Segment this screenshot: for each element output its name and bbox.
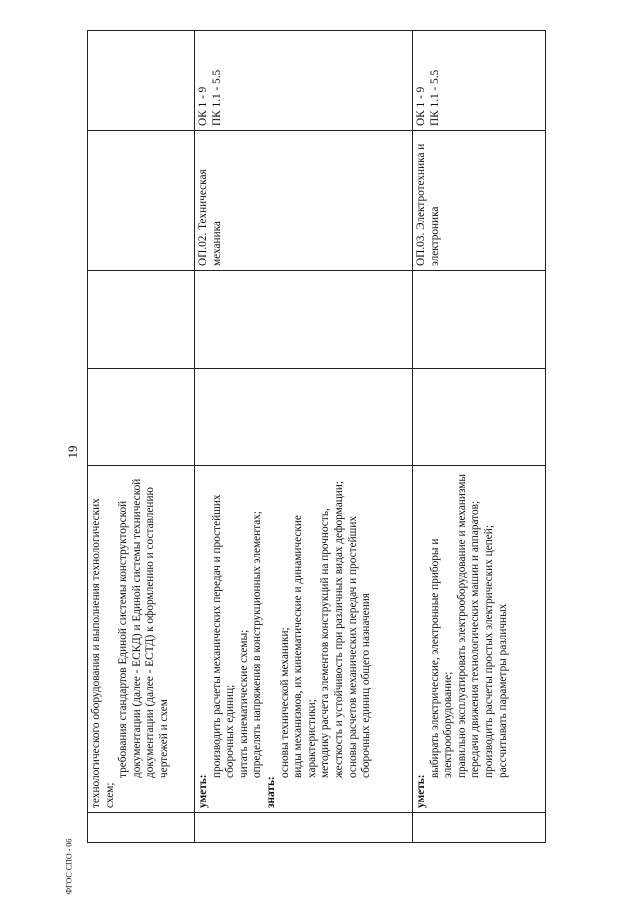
empty-cell [413, 271, 546, 369]
empty-cell [195, 369, 413, 466]
skill-heading: знать: [264, 776, 277, 808]
empty-cell [413, 369, 546, 466]
skill-line: методику расчета элементов конструкций на прочность, жесткость и устойчивость при различных видах деформации; [319, 480, 345, 778]
index-cell [88, 813, 195, 843]
table-row [413, 31, 546, 843]
skills-cell [195, 466, 413, 813]
discipline-cell: ОП.02. Техническая механика [195, 131, 413, 271]
competency-ok: ОК 1 - 9 [415, 86, 427, 126]
skill-line: правильно эксплуатировать электрооборудование и механизмы передачи движения технологических машин и аппаратов; [455, 473, 482, 778]
table-row [195, 31, 413, 843]
skill-line: основы расчетов механических передач и простейших сборочных единиц общего назначения [346, 515, 373, 778]
skill-line: производить расчеты механических передач и простейших сборочных единиц; [210, 494, 237, 778]
skills-cell [88, 466, 195, 813]
competency-pk: ПК 1.1 - 5.5 [210, 69, 223, 126]
competency-ok: ОК 1 - 9 [197, 86, 209, 126]
discipline-cell: ОП.03. Электротехника и электроника [413, 131, 546, 271]
skill-line: производить расчеты простых электрических цепей; [482, 525, 495, 778]
empty-cell [88, 271, 195, 369]
page-number: 19 [65, 445, 80, 459]
empty-cell [195, 271, 413, 369]
skill-line: выбирать электрические, электронные приборы и электрооборудование; [428, 538, 455, 778]
competencies-cell [195, 31, 413, 131]
table-row [88, 31, 195, 843]
table-wrapper [87, 31, 545, 843]
skill-line: требования стандартов Единой системы конструкторской документации (далее - ЕСКД) и Единой системы технической документации (далее - ЕСТД) к оформлению и составлению чертежей и схем [117, 478, 170, 778]
skill-heading: уметь: [415, 774, 427, 808]
index-cell [413, 813, 546, 843]
skill-line: виды механизмов, их кинематические и динамические характеристики; [292, 515, 318, 778]
competency-pk: ПК 1.1 - 5.5 [428, 69, 441, 126]
empty-cell [88, 369, 195, 466]
skills-cell [413, 466, 546, 813]
competencies-cell [88, 31, 195, 131]
skill-line: рассчитывать параметры различных [496, 603, 509, 778]
curriculum-table [87, 30, 546, 843]
index-cell [195, 813, 413, 843]
discipline-cell [88, 131, 195, 271]
footer-label: ФГОС СПО - 06 [64, 838, 74, 895]
skill-heading: уметь: [197, 774, 209, 808]
skill-line: технологического оборудования и выполнения технологических схем; [90, 498, 116, 808]
competencies-cell [413, 31, 546, 131]
skill-line: определять напряжения в конструкционных элементах; [251, 510, 264, 778]
skill-line: читать кинематические схемы; [237, 629, 250, 778]
skill-line: основы технической механики; [278, 627, 291, 778]
